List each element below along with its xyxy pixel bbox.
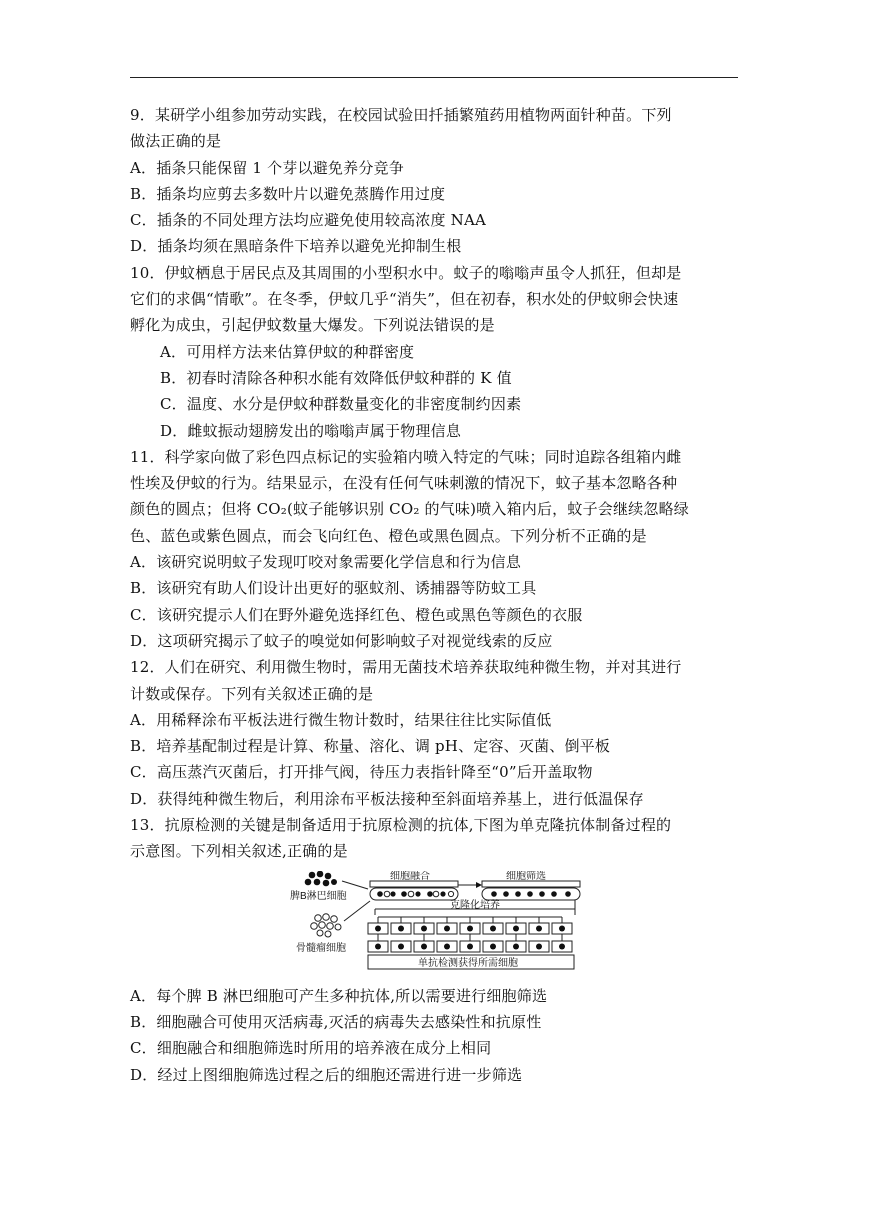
option-b: B．细胞融合可使用灭活病毒,灭活的病毒失去感染性和抗原性 (130, 1012, 542, 1031)
question-11 (130, 444, 742, 654)
question-10 (130, 260, 742, 444)
option-b: B．培养基配制过程是计算、称量、溶化、调 pH、定容、灭菌、倒平板 (130, 737, 611, 756)
result-label: 单抗检测获得所需细胞 (418, 957, 518, 969)
question-stem: 颜色的圆点；但将 CO₂(蚊子能够识别 CO₂ 的气味)喷入箱内后，蚊子会继续忽略绿 (130, 500, 689, 519)
option-c: C．细胞融合和细胞筛选时所用的培养液在成分上相同 (130, 1039, 492, 1058)
question-stem: 它们的求偶“情歌”。在冬季，伊蚊几乎“消失”，但在初春，积水处的伊蚊卵会快速 (130, 290, 679, 309)
option-d: D．雌蚊振动翅膀发出的嗡嗡声属于物理信息 (160, 421, 462, 440)
header-rule (130, 77, 738, 78)
question-stem: 孵化为成虫，引起伊蚊数量大爆发。下列说法错误的是 (130, 316, 495, 335)
option-a: A．用稀释涂布平板法进行微生物计数时，结果往往比实际值低 (130, 710, 552, 729)
myeloma-label: 骨髓瘤细胞 (296, 942, 346, 954)
question-stem: 9．某研学小组参加劳动实践，在校园试验田扦插繁殖药用植物两面针种苗。下列 (130, 106, 672, 124)
monoclonal-antibody-diagram (130, 871, 742, 981)
option-a: A．插条只能保留 1 个芽以避免养分竞争 (130, 158, 404, 177)
option-d: D．经过上图细胞筛选过程之后的细胞还需进行进一步筛选 (130, 1065, 523, 1084)
option-d: D．插条均须在黑暗条件下培养以避免光抑制生根 (130, 237, 462, 256)
option-d: D．这项研究揭示了蚊子的嗅觉如何影响蚊子对视觉线索的反应 (130, 631, 553, 650)
question-9 (130, 102, 742, 260)
option-c: C．高压蒸汽灭菌后，打开排气阀，待压力表指针降至“0”后开盖取物 (130, 763, 593, 782)
question-stem: 12．人们在研究、利用微生物时，需用无菌技术培养获取纯种微生物，并对其进行 (130, 658, 682, 677)
exam-page (130, 102, 742, 1088)
question-stem: 示意图。下列相关叙述,正确的是 (130, 842, 348, 861)
cloning-label: 克隆化培养 (450, 899, 500, 911)
question-stem: 计数或保存。下列有关叙述正确的是 (130, 684, 374, 703)
question-stem: 做法正确的是 (130, 132, 222, 151)
question-stem: 色、蓝色或紫色圆点，而会飞向红色、橙色或黑色圆点。下列分析不正确的是 (130, 526, 647, 545)
option-c: C．该研究提示人们在野外避免选择红色、橙色或黑色等颜色的衣服 (130, 605, 583, 624)
option-d: D．获得纯种微生物后，利用涂布平板法接种至斜面培养基上，进行低温保存 (130, 789, 644, 808)
question-stem: 性埃及伊蚊的行为。结果显示，在没有任何气味刺激的情况下，蚊子基本忽略各种 (130, 474, 678, 493)
option-a: A．可用样方法来估算伊蚊的种群密度 (160, 342, 415, 361)
question-12 (130, 654, 742, 812)
option-c: C．插条的不同处理方法均应避免使用较高浓度 NAA (130, 211, 487, 230)
question-stem: 10．伊蚊栖息于居民点及其周围的小型积水中。蚊子的嗡嗡声虽令人抓狂，但却是 (130, 263, 682, 282)
option-a: A．每个脾 B 淋巴细胞可产生多种抗体,所以需要进行细胞筛选 (130, 986, 548, 1005)
question-stem: 13．抗原检测的关键是制备适用于抗原检测的抗体,下图为单克隆抗体制备过程的 (130, 816, 672, 835)
option-a: A．该研究说明蚊子发现叮咬对象需要化学信息和行为信息 (130, 553, 522, 572)
question-stem: 11．科学家向做了彩色四点标记的实验箱内喷入特定的气味；同时追踪各组箱内雌 (130, 447, 682, 466)
screening-label: 细胞筛选 (506, 870, 546, 882)
spleen-cells-icon (305, 871, 337, 886)
option-b: B．该研究有助人们设计出更好的驱蚊剂、诱捕器等防蚊工具 (130, 579, 537, 598)
question-13 (130, 812, 742, 1088)
option-b: B．插条均应剪去多数叶片以避免蒸腾作用过度 (130, 184, 446, 203)
myeloma-cells-icon (311, 913, 341, 936)
option-c: C．温度、水分是伊蚊种群数量变化的非密度制约因素 (160, 395, 522, 414)
fusion-label: 细胞融合 (390, 870, 430, 882)
option-b: B．初春时清除各种积水能有效降低伊蚊种群的 K 值 (160, 368, 512, 387)
spleen-label: 脾B淋巴细胞 (290, 890, 347, 902)
diagram-svg (290, 871, 590, 981)
